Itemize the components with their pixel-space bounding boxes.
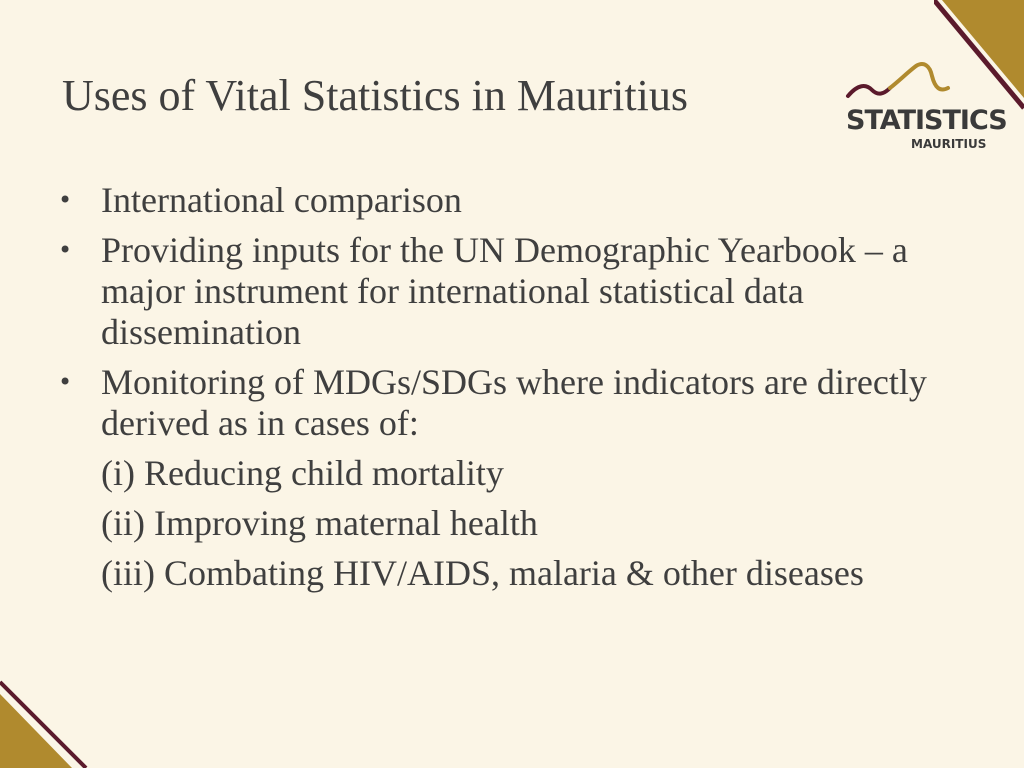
content-list <box>58 180 958 603</box>
bullet-text: International comparison <box>101 180 462 220</box>
sub-item-child-mortality: (i) Reducing child mortality <box>101 453 504 493</box>
bullet-marker: • <box>58 186 73 214</box>
slide-title: Uses of Vital Statistics in Mauritius <box>62 71 688 120</box>
bullet-text: Monitoring of MDGs/SDGs where indicators are directly derived as in cases of: <box>101 362 927 443</box>
bullet-item <box>58 362 958 444</box>
bullet-text: Providing inputs for the UN Demographic Yearbook – a major instrument for international statistical data dissemination <box>101 230 908 352</box>
bullet-marker: • <box>58 236 73 264</box>
sub-item-maternal-health: (ii) Improving maternal health <box>101 503 538 543</box>
bullet-item <box>58 180 958 221</box>
sub-item-combating-diseases: (iii) Combating HIV/AIDS, malaria & other diseases <box>101 553 864 593</box>
bullet-marker: • <box>58 368 73 396</box>
statistics-mauritius-logo <box>840 58 1005 158</box>
corner-decoration-bottom-left <box>0 668 100 768</box>
logo-subtitle: MAURITIUS <box>911 137 987 151</box>
bullet-item <box>58 230 958 353</box>
logo-wordmark: STATISTICS <box>846 105 1007 136</box>
